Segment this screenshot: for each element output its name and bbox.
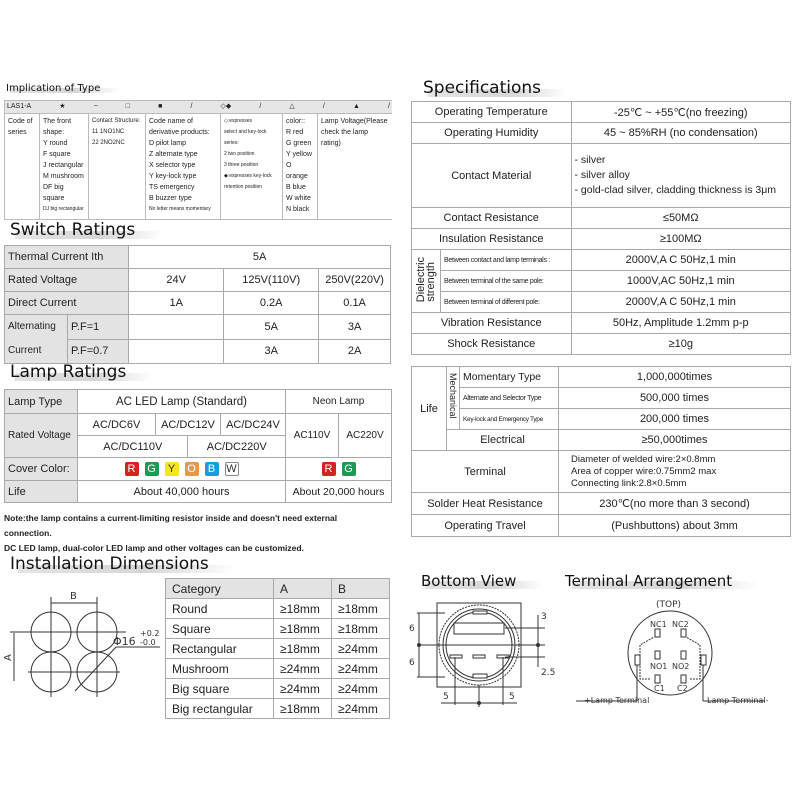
category-cell: Big square xyxy=(166,679,274,699)
impl-text: Y round xyxy=(43,140,68,147)
impl-text: O orange xyxy=(286,162,308,180)
installation-row xyxy=(166,599,390,619)
dc-row xyxy=(5,292,391,315)
impl-col-color xyxy=(283,114,318,220)
color-badge-blue: B xyxy=(205,462,219,476)
impl-text: Z alternate type xyxy=(149,151,198,158)
pf1-cell: 5A xyxy=(224,315,319,340)
no2-label: NO2 xyxy=(672,662,690,671)
impl-text: check the lamp rating) xyxy=(321,129,369,147)
spec-row xyxy=(412,102,791,123)
impl-text: DF big square xyxy=(43,184,65,202)
travel-row xyxy=(412,515,791,537)
contact-material-item: - gold-clad silver, cladding thickness is 3μm xyxy=(574,184,777,196)
terminal-label: Terminal xyxy=(412,451,559,493)
thermal-value: 5A xyxy=(129,246,391,269)
category-cell: Square xyxy=(166,619,274,639)
b-cell: ≥24mm xyxy=(332,699,390,719)
led-life: About 40,000 hours xyxy=(78,481,286,503)
impl-text: M mushroom xyxy=(43,173,84,180)
spec-value: -25℃ ~ +55℃(no freezing) xyxy=(571,102,791,123)
electrical-label: Electrical xyxy=(447,430,559,451)
solder-label: Solder Heat Resistance xyxy=(412,493,559,515)
spec-row xyxy=(412,144,791,208)
c1-label: C1 xyxy=(654,684,665,693)
impl-col-series xyxy=(5,114,40,220)
contact-material-item: - silver alloy xyxy=(574,169,630,181)
dim-left-bottom: 6 xyxy=(409,658,415,668)
life-row xyxy=(5,481,392,503)
spec-table-1 xyxy=(411,101,791,355)
voltage-cell: 250V(220V) xyxy=(319,269,391,292)
installation-row xyxy=(166,699,390,719)
code-slash-2: / xyxy=(259,103,262,110)
code-voltage-icon: ▲ xyxy=(352,103,360,110)
life-mech-row xyxy=(412,388,791,409)
mechanical-label xyxy=(447,367,460,430)
led-voltage: AC/DC220V xyxy=(188,436,286,458)
b-cell: ≥18mm xyxy=(332,599,390,619)
ac-label-line: Current xyxy=(8,345,42,356)
spec-value: 1000V,AC 50Hz,1 min xyxy=(571,271,791,292)
led-voltage: AC/DC6V xyxy=(78,414,156,436)
impl-text: The front xyxy=(43,118,72,125)
dc-label: Direct Current xyxy=(5,292,129,315)
pf1-cell xyxy=(129,315,224,340)
impl-text: W white xyxy=(286,195,311,202)
dielectric-label xyxy=(412,250,441,313)
impl-text: 2 two position xyxy=(224,151,255,157)
b-cell: ≥18mm xyxy=(332,619,390,639)
lamp-life-label: Life xyxy=(5,481,78,503)
color-badge-white: W xyxy=(226,463,237,475)
diameter-label: Φ16 xyxy=(113,635,136,648)
impl-text: R red xyxy=(286,129,304,136)
spec-label: Shock Resistance xyxy=(412,334,572,355)
switch-ratings-title: Switch Ratings xyxy=(10,220,161,240)
neon-voltage: AC110V xyxy=(286,414,339,458)
col-b: B xyxy=(332,579,390,599)
impl-text: Contact Structure: xyxy=(92,118,141,124)
color-badge-red: R xyxy=(322,462,336,476)
led-voltage: AC/DC24V xyxy=(220,414,285,436)
code-position-icon: ◇◆ xyxy=(220,103,232,110)
terminal-line: Diameter of welded wire:2×0.8mm xyxy=(571,453,716,465)
installation-row xyxy=(166,659,390,679)
impl-text: TS emergency xyxy=(149,184,195,191)
installation-row xyxy=(166,639,390,659)
color-badge-green: G xyxy=(145,462,159,476)
code-slash-1: / xyxy=(190,103,193,110)
spec-label: Operating Temperature xyxy=(412,102,572,123)
pf07-cell xyxy=(129,339,224,364)
led-color-swatches xyxy=(78,458,286,481)
installation-table xyxy=(165,578,390,719)
dielectric-label-2: strength xyxy=(425,262,437,303)
lamp-rated-voltage-label: Rated Voltage xyxy=(5,414,78,458)
color-badge-yellow: Y xyxy=(165,462,179,476)
impl-text: series: xyxy=(224,140,239,146)
category-cell: Mushroom xyxy=(166,659,274,679)
code-dash: − xyxy=(93,103,98,110)
no1-label: NO1 xyxy=(650,662,668,671)
specifications-title: Specifications xyxy=(423,78,567,98)
dim-bottom-left: 5 xyxy=(443,692,449,702)
spec-label: Vibration Resistance xyxy=(412,313,572,334)
impl-text: retention position xyxy=(224,184,263,190)
mech-value: 1,000,000times xyxy=(559,367,791,388)
pf1-label: P.F=1 xyxy=(68,315,129,340)
impl-text: 3 three position xyxy=(224,162,259,168)
implication-table xyxy=(4,100,392,220)
pf1-cell: 3A xyxy=(319,315,391,340)
dielectric-label-1: Dielectric xyxy=(415,256,427,303)
impl-text: select and key-lock xyxy=(224,129,267,135)
spec-value: 2000V,A C 50Hz,1 min xyxy=(571,250,791,271)
spec-value: 50Hz, Amplitude 1.2mm p-p xyxy=(571,313,791,334)
solder-row xyxy=(412,493,791,515)
b-cell: ≥24mm xyxy=(332,639,390,659)
impl-text: shape: xyxy=(43,129,65,136)
code-series: LAS1-A xyxy=(7,103,32,110)
spec-label: Operating Humidity xyxy=(412,123,572,144)
terminal-line: Area of copper wire:0.75mm2 max xyxy=(571,465,717,477)
impl-text: DJ big rectangular xyxy=(43,206,84,212)
impl-text: F square xyxy=(43,151,71,158)
thermal-row xyxy=(5,246,391,269)
spec-label: Insulation Resistance xyxy=(412,229,572,250)
dielectric-row xyxy=(412,271,791,292)
lamp-note-3: DC LED lamp, dual-color LED lamp and other voltages can be customized. xyxy=(4,543,304,553)
impl-col-position xyxy=(221,114,283,220)
impl-text: D pilot lamp xyxy=(149,140,186,147)
a-cell: ≥24mm xyxy=(274,679,332,699)
dim-left-top: 6 xyxy=(409,624,415,634)
travel-label: Operating Travel xyxy=(412,515,559,537)
top-label: (TOP) xyxy=(656,600,682,610)
color-badge-orange: O xyxy=(185,462,199,476)
impl-text: Code name of xyxy=(149,118,193,125)
impl-text: N black xyxy=(286,206,310,213)
category-cell: Rectangular xyxy=(166,639,274,659)
terminal-value xyxy=(559,451,791,493)
spec-value: ≥100MΩ xyxy=(571,229,791,250)
terminal-row xyxy=(412,451,791,493)
contact-material-item: - silver xyxy=(574,154,606,166)
rated-voltage-row xyxy=(5,269,391,292)
cutout-diagram xyxy=(0,585,165,725)
a-cell: ≥18mm xyxy=(274,619,332,639)
col-category: Category xyxy=(166,579,274,599)
b-cell: ≥24mm xyxy=(332,659,390,679)
impl-text: 11 1NO1NC xyxy=(92,129,125,135)
impl-col-shape xyxy=(40,114,89,220)
spec-row xyxy=(412,208,791,229)
mech-value: 200,000 times xyxy=(559,409,791,430)
impl-text: series xyxy=(8,129,27,136)
color-badge-red: R xyxy=(125,462,139,476)
installation-row xyxy=(166,619,390,639)
a-cell: ≥18mm xyxy=(274,699,332,719)
impl-text: No letter means momentary xyxy=(149,206,211,212)
travel-value: (Pushbuttons) about 3mm xyxy=(559,515,791,537)
b-cell: ≥24mm xyxy=(332,679,390,699)
terminal-arrangement-title: Terminal Arrangement xyxy=(565,572,758,590)
rated-voltage-row-1 xyxy=(5,414,392,436)
impl-text: ◇:expresses xyxy=(224,118,253,124)
code-shape-icon: ★ xyxy=(59,103,66,110)
impl-col-derivative xyxy=(146,114,221,220)
impl-text: Lamp Voltage(Please xyxy=(321,118,388,125)
spec-row xyxy=(412,334,791,355)
tolerance-plus: +0.2 xyxy=(140,629,160,638)
lamp-type-row xyxy=(5,390,392,414)
code-derivative-icon: ■ xyxy=(158,103,163,110)
color-badge-green: G xyxy=(342,462,356,476)
spec-row xyxy=(412,123,791,144)
spec-value: 2000V,A C 50Hz,1 min xyxy=(571,292,791,313)
led-voltage: AC/DC110V xyxy=(78,436,188,458)
neon-voltage: AC220V xyxy=(339,414,392,458)
pf07-label: P.F=0.7 xyxy=(68,339,129,364)
impl-col-voltage xyxy=(318,114,393,220)
dielectric-sub-label: Between terminal of different pole: xyxy=(441,292,572,313)
ac-label xyxy=(5,315,68,364)
thermal-label: Thermal Current Ith xyxy=(5,246,129,269)
col-a: A xyxy=(274,579,332,599)
installation-row xyxy=(166,679,390,699)
voltage-cell: 24V xyxy=(129,269,224,292)
installation-title: Installation Dimensions xyxy=(10,554,235,574)
lamp-ratings-title: Lamp Ratings xyxy=(10,362,152,382)
cover-color-row xyxy=(5,458,392,481)
lamp-ratings-table xyxy=(4,389,392,503)
a-cell: ≥24mm xyxy=(274,659,332,679)
code-color-icon: △ xyxy=(289,103,295,110)
impl-text: Y key-lock type xyxy=(149,173,197,180)
impl-text: J rectangular xyxy=(43,162,84,169)
impl-col-contact xyxy=(89,114,146,220)
electrical-value: ≥50,000times xyxy=(559,430,791,451)
impl-text: color:: xyxy=(286,118,306,125)
solder-value: 230℃(no more than 3 second) xyxy=(559,493,791,515)
terminal-line: Connecting link:2.8×0.5mm xyxy=(571,477,687,489)
impl-text: derivative products: xyxy=(149,129,210,136)
spec-value: ≤50MΩ xyxy=(571,208,791,229)
led-type: AC LED Lamp (Standard) xyxy=(78,390,286,414)
dc-cell: 0.1A xyxy=(319,292,391,315)
lamp-type-label: Lamp Type xyxy=(5,390,78,414)
lamp-minus-label: Lamp Terminal- xyxy=(707,696,769,705)
c2-label: C2 xyxy=(677,684,688,693)
spec-table-2 xyxy=(411,366,791,537)
impl-text: X selector type xyxy=(149,162,196,169)
impl-text: G green xyxy=(286,140,312,147)
mech-label: Key-lock and Emergency Type xyxy=(460,409,559,430)
code-contact-icon: □ xyxy=(125,103,131,110)
label-b: B xyxy=(70,591,77,602)
installation-header xyxy=(166,579,390,599)
terminal-diagram xyxy=(560,595,800,715)
dim-right-top: 3 xyxy=(541,612,547,622)
spec-value-list xyxy=(571,144,791,208)
implication-body-row xyxy=(5,114,393,220)
life-elec-row xyxy=(412,430,791,451)
code-slash-3: / xyxy=(322,103,325,110)
dielectric-row xyxy=(412,250,791,271)
spec-value: 45 ~ 85%RH (no condensation) xyxy=(571,123,791,144)
dim-bottom-right: 5 xyxy=(509,692,515,702)
life-mech-row xyxy=(412,367,791,388)
bottom-view-title: Bottom View xyxy=(421,572,542,590)
spec-life-label: Life xyxy=(412,367,447,451)
dielectric-sub-label: Between contact and lamp terminals : xyxy=(441,250,572,271)
spec-label: Contact Resistance xyxy=(412,208,572,229)
implication-title: Implication of Type xyxy=(6,83,120,94)
life-mech-row xyxy=(412,409,791,430)
nc2-label: NC2 xyxy=(672,620,689,629)
category-cell: Round xyxy=(166,599,274,619)
cover-color-label: Cover Color: xyxy=(5,458,78,481)
switch-ratings-table xyxy=(4,245,391,364)
lamp-note-1: Note:the lamp contains a current-limiting resistor inside and doesn't need external xyxy=(4,513,338,523)
label-a: A xyxy=(3,654,14,661)
lamp-plus-label: +Lamp Terminal xyxy=(584,696,650,705)
neon-color-swatches xyxy=(286,458,392,481)
code-slash-4: / xyxy=(387,103,390,110)
impl-text: 22 2NO2NC xyxy=(92,140,125,146)
lamp-note-2: connection. xyxy=(4,528,52,538)
dim-right-bottom: 2.5 xyxy=(541,668,556,678)
dielectric-row xyxy=(412,292,791,313)
dc-cell: 0.2A xyxy=(224,292,319,315)
impl-text: B blue xyxy=(286,184,306,191)
impl-text: Y yellow xyxy=(286,151,312,158)
impl-text: ◆:expresses key-lock xyxy=(224,173,272,179)
ac-pf1-row xyxy=(5,315,391,340)
a-cell: ≥18mm xyxy=(274,639,332,659)
led-voltage: AC/DC12V xyxy=(156,414,221,436)
spec-value: ≥10g xyxy=(571,334,791,355)
mech-label: Momentary Type xyxy=(460,367,559,388)
neon-life: About 20,000 hours xyxy=(286,481,392,503)
category-cell: Big rectangular xyxy=(166,699,274,719)
mech-label: Alternate and Selector Type xyxy=(460,388,559,409)
spec-row xyxy=(412,229,791,250)
impl-text: B buzzer type xyxy=(149,195,192,202)
rated-voltage-label: Rated Voltage xyxy=(5,269,129,292)
spec-row xyxy=(412,313,791,334)
a-cell: ≥18mm xyxy=(274,599,332,619)
pf07-cell: 2A xyxy=(319,339,391,364)
dielectric-sub-label: Between terminal of the same pole: xyxy=(441,271,572,292)
tolerance-minus: -0.0 xyxy=(140,638,156,647)
bottom-view-diagram xyxy=(405,595,560,715)
implication-header-row xyxy=(5,101,393,114)
implication-code-bar xyxy=(5,101,392,113)
pf07-cell: 3A xyxy=(224,339,319,364)
neon-type: Neon Lamp xyxy=(286,390,392,414)
nc1-label: NC1 xyxy=(650,620,667,629)
ac-label-line: Alternating xyxy=(8,321,56,332)
dc-cell: 1A xyxy=(129,292,224,315)
impl-text: Code of xyxy=(8,118,33,125)
voltage-cell: 125V(110V) xyxy=(224,269,319,292)
mechanical-label-text: Mechanical xyxy=(448,372,458,419)
spec-label: Contact Material xyxy=(412,144,572,208)
mech-value: 500,000 times xyxy=(559,388,791,409)
